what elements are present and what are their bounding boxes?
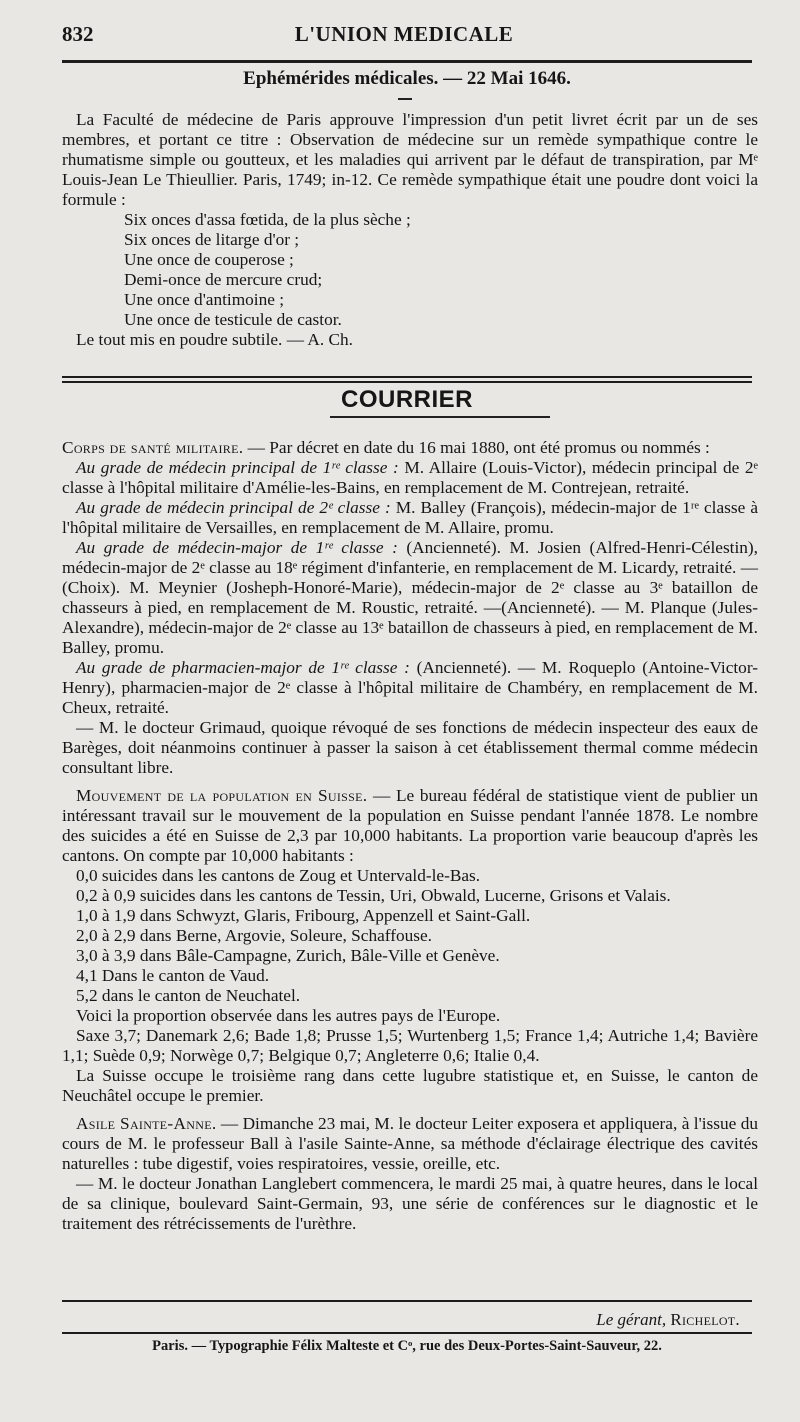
formula-item: Demi-once de mercure crud; [124, 270, 323, 289]
gerant-label: Le gérant, [596, 1310, 667, 1329]
gerant-signature [596, 1310, 740, 1330]
corps-head: Corps de santé militaire. [62, 438, 244, 457]
corps-intro: — Par décret en date du 16 mai 1880, ont été promus ou nommés : [243, 438, 710, 457]
grade-label: Au grade de pharmacien-major de 1ʳᵉ classe : [76, 658, 410, 677]
ephemerides-closing: Le tout mis en poudre subtile. — A. Ch. [76, 330, 353, 349]
asile-text: — Dimanche 23 mai, M. le docteur Leiter exposera et appliquera, à l'issue du cours de M. le professeur Ball à l'asile Sainte-Anne, sa méthode d'éclairage électrique des cavités naturelles : tube digestif, voies respiratoires, vessie, oreille, etc. [62, 1114, 758, 1173]
footer-rule [62, 1300, 752, 1302]
formula-list [124, 210, 758, 330]
suicide-stats-list [76, 866, 758, 1026]
conclusion-paragraph: La Suisse occupe le troisième rang dans cette lugubre statistique et, en Suisse, le canton de Neuchâtel occupe le premier. [62, 1066, 758, 1105]
footer-rule [62, 1332, 752, 1334]
mouvement-paragraph [62, 786, 758, 866]
printer-line: Paris. — Typographie Félix Malteste et Cᵒ, rue des Deux-Portes-Saint-Sauveur, 22. [152, 1338, 662, 1354]
asile-head: Asile Sainte-Anne. [76, 1114, 217, 1133]
courrier-title: COURRIER [340, 386, 473, 413]
gerant-name: Richelot. [670, 1310, 740, 1329]
corps-paragraph [62, 438, 758, 458]
stat-item: 1,0 à 1,9 dans Schwyzt, Glaris, Fribourg, Appenzell et Saint-Gall. [76, 906, 531, 925]
grade-label: Au grade de médecin principal de 2ᵉ classe : [76, 498, 391, 517]
title-dash [398, 98, 412, 100]
journal-title: L'UNION MEDICALE [294, 22, 514, 46]
promotion-paragraph [62, 498, 758, 538]
stat-item: 5,2 dans le canton de Neuchatel. [76, 986, 301, 1005]
stat-item: 0,2 à 0,9 suicides dans les cantons de Tessin, Uri, Obwald, Lucerne, Grisons et Valais. [76, 886, 671, 905]
courrier-body [62, 438, 758, 1234]
grade-label: Au grade de médecin principal de 1ʳᵉ classe : [76, 458, 399, 477]
formula-item: Une once de testicule de castor. [124, 310, 342, 329]
grade-text: M. Allaire (Louis-Victor), médecin principal de 2ᵉ classe à l'hôpital militaire d'Amélie-les-Bains, en remplacement de M. Contrejean, retraité. [62, 458, 758, 497]
stat-item: 4,1 Dans le canton de Vaud. [76, 966, 270, 985]
mouvement-intro: — Le bureau fédéral de statistique vient de publier un intéressant travail sur le mouvement de la population en Suisse pendant l'année 1878. Le nombre des suicides a été en Suisse de 2,3 par 10,000 habitants. La proportion varie beaucoup d'après les cantons. On compte par 10,000 habitants : [62, 786, 758, 865]
stat-item: Voici la proportion observée dans les autres pays de l'Europe. [76, 1006, 501, 1025]
page-header [62, 18, 746, 48]
grade-text: (Ancienneté). M. Josien (Alfred-Henri-Célestin), médecin-major de 2ᵉ classe au 18ᵉ régiment d'infanterie, en remplacement de M. Licardy, retraité. — (Choix). M. Meynier (Josheph-Honoré-Marie), médecin-major de 2ᵉ classe au 3ᵉ bataillon de chasseurs à pied, en remplacement de M. Roustic, retraité. —(Ancienneté). — M. Planque (Jules-Alexandre), médecin-major de 2ᵉ classe au 13ᵉ bataillon de chasseurs à pied, en remplacement de M. Balley, promu. [62, 538, 758, 657]
section-rule [62, 376, 752, 378]
page-number: 832 [62, 22, 94, 46]
stat-item: 3,0 à 3,9 dans Bâle-Campagne, Zurich, Bâle-Ville et Genève. [76, 946, 500, 965]
grade-label: Au grade de médecin-major de 1ʳᵉ classe : [76, 538, 398, 557]
langlebert-paragraph: — M. le docteur Jonathan Langlebert commencera, le mardi 25 mai, à quatre heures, dans le local de sa clinique, boulevard Saint-Germain, 93, une série de conférences sur le diagnostic et le traitement des rétrécissements de l'urèthre. [62, 1174, 758, 1233]
countries-paragraph: Saxe 3,7; Danemark 2,6; Bade 1,8; Prusse 1,5; Wurtenberg 1,5; France 1,4; Autriche 1,4; Bavière 1,1; Suède 0,9; Norwège 0,7; Belgique 0,7; Angleterre 0,6; Italie 0,4. [62, 1026, 758, 1065]
stat-item: 2,0 à 2,9 dans Berne, Argovie, Soleure, Schaffouse. [76, 926, 432, 945]
ephemerides-intro: La Faculté de médecine de Paris approuve l'impression d'un petit livret écrit par un de ses membres, et portant ce titre : Observation de médecine sur un remède sympathique contre le rhumatisme simple ou goutteux, et les maladies qui arrivent par le défaut de transpiration, par Mᵉ Louis-Jean Le Thieullier. Paris, 1749; in-12. Ce remède sympathique était une poudre dont voici la formule : [62, 110, 758, 209]
grimaud-paragraph: — M. le docteur Grimaud, quoique révoqué de ses fonctions de médecin inspecteur des eaux de Barèges, doit néanmoins continuer à passer la saison à cet établissement thermal comme médecin consultant libre. [62, 718, 758, 777]
grade-text: (Ancienneté). — M. Roqueplo (Antoine-Victor-Henry), pharmacien-major de 2ᵉ classe à l'hôpital militaire de Chambéry, en remplacement de M. Cheux, retraité. [62, 658, 758, 717]
header-rule [62, 60, 752, 63]
mouvement-head: Mouvement de la population en Suisse. [76, 786, 368, 805]
section-rule [62, 381, 752, 383]
formula-item: Une once d'antimoine ; [124, 290, 285, 309]
ephemerides-body [62, 110, 758, 350]
promotion-paragraph [62, 658, 758, 718]
grade-text: M. Balley (François), médecin-major de 1ʳᵉ classe à l'hôpital militaire de Versailles, en remplacement de M. Allaire, promu. [62, 498, 759, 537]
promotion-paragraph [62, 458, 758, 498]
formula-item: Une once de couperose ; [124, 250, 294, 269]
asile-paragraph [62, 1114, 758, 1174]
formula-item: Six onces de litarge d'or ; [124, 230, 300, 249]
ephemerides-title: Ephémérides médicales. — 22 Mai 1646. [243, 68, 571, 89]
promotion-paragraph [62, 538, 758, 658]
courrier-underline [330, 416, 550, 418]
formula-item: Six onces d'assa fœtida, de la plus sèche ; [124, 210, 411, 229]
stat-item: 0,0 suicides dans les cantons de Zoug et Untervald-le-Bas. [76, 866, 481, 885]
